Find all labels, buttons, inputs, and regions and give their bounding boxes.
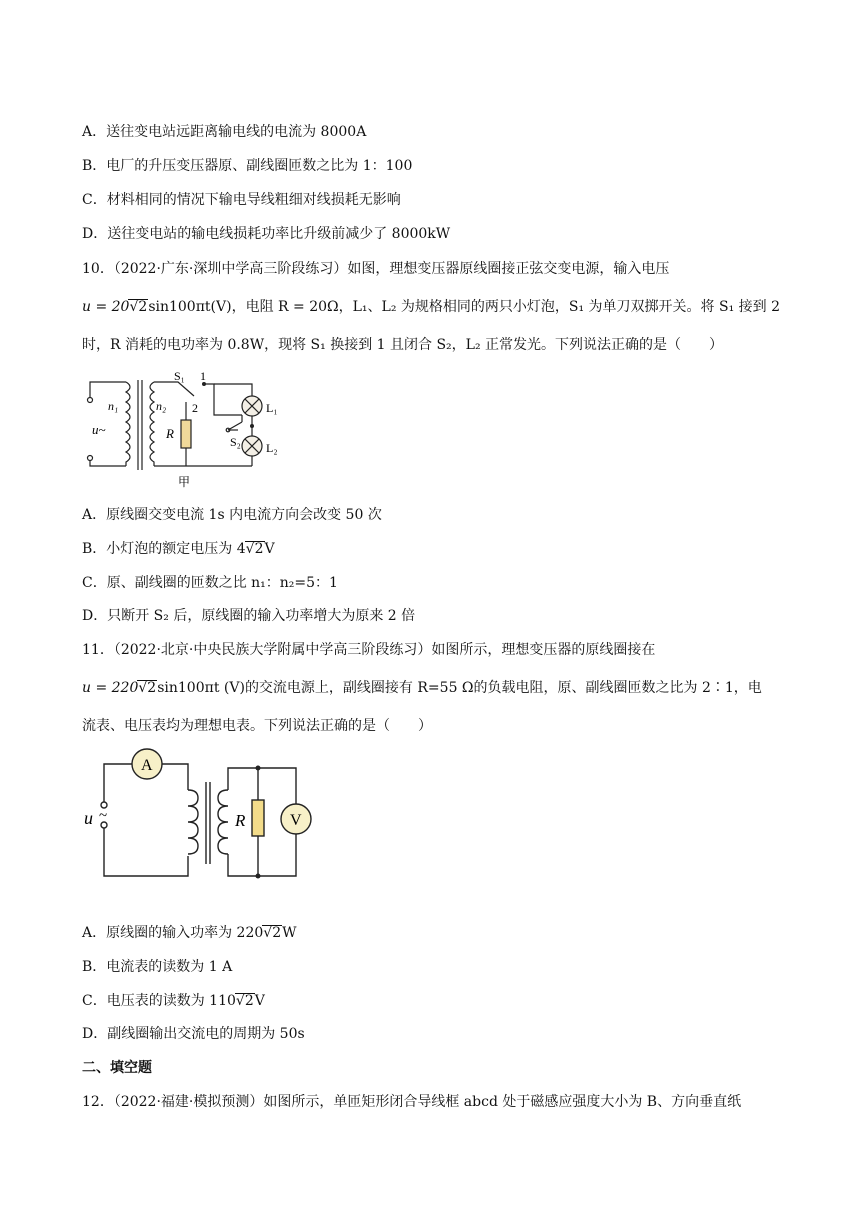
q10-fig-label-s2: S₂ <box>230 435 241 449</box>
q11-option-c: C．电压表的读数为 110√2V <box>82 993 265 1009</box>
q11-fig-label-tilde: ~ <box>99 808 108 824</box>
q11-formula-sqrt: √2 <box>138 680 157 696</box>
q10-circuit-figure <box>82 370 302 492</box>
q10-fig-label-n2: n₂ <box>156 399 167 413</box>
q10-formula-sqrt: √2 <box>129 299 148 315</box>
q10-formula-u: u = 20 <box>82 299 130 315</box>
q10-fig-label-l1: L₁ <box>266 401 278 415</box>
q11-voltmeter-label: V <box>290 812 302 829</box>
q10-fig-label-l2: L₂ <box>266 441 278 455</box>
q10-stem-line2 <box>82 297 780 317</box>
q10-fig-label-n1: n₁ <box>108 399 119 413</box>
q11-option-b: B．电流表的读数为 1 A <box>82 959 233 975</box>
q9-option-c: C．材料相同的情况下输电导线粗细对线损耗无影响 <box>82 192 401 208</box>
q11-option-d: D．副线圈输出交流电的周期为 50s <box>82 1026 305 1042</box>
q10-option-d: D．只断开 S₂ 后，原线圈的输入功率增大为原来 2 倍 <box>82 608 416 624</box>
q10-option-b: B．小灯泡的额定电压为 4√2V <box>82 541 275 557</box>
q11-stem-line3: 流表、电压表均为理想电表。下列说法正确的是（ ） <box>82 718 432 734</box>
q11-formula-u: u = 220 <box>82 680 139 696</box>
q11-stem-line2 <box>82 678 762 698</box>
q10-formula-rest: sin100πt(V) <box>148 299 232 315</box>
q11-ammeter-label: A <box>141 757 153 774</box>
q10-fig-label-2: 2 <box>192 401 198 415</box>
q10-option-b-sqrt: √2 <box>245 541 264 557</box>
q9-option-d: D．送往变电站的输电线损耗功率比升级前减少了 8000kW <box>82 226 451 242</box>
q10-fig-label-r: R <box>166 426 174 441</box>
q11-fig-label-u: u <box>84 808 93 828</box>
q11-option-a: A．原线圈的输入功率为 220√2W <box>82 925 297 941</box>
q11-stem-line2-text: 的交流电源上，副线圈接有 R=55 Ω的负载电阻，原、副线圈匝数之比为 2∶1，电 <box>244 680 762 696</box>
q11-option-a-sqrt: √2 <box>263 925 282 941</box>
q9-option-a: A．送往变电站远距离输电线的电流为 8000A <box>82 124 367 140</box>
q10-fig-label-u: u~ <box>92 422 106 437</box>
q10-stem-line1: 10．（2022·广东·深圳中学高三阶段练习）如图，理想变压器原线圈接正弦交变电源，输入电压 <box>82 261 670 277</box>
q10-fig-caption: 甲 <box>178 475 191 489</box>
q12-stem-line1: 12．（2022·福建·模拟预测）如图所示，单匝矩形闭合导线框 abcd 处于磁感应强度大小为 B、方向垂直纸 <box>82 1094 742 1110</box>
q10-fig-label-1: 1 <box>200 370 206 383</box>
q11-fig-label-r: R <box>235 811 246 830</box>
q11-option-c-sqrt: √2 <box>235 993 254 1009</box>
q10-fig-label-s1: S₁ <box>174 370 185 383</box>
q11-stem-line1: 11．（2022·北京·中央民族大学附属中学高三阶段练习）如图所示，理想变压器的原线圈接在 <box>82 642 656 658</box>
section-heading-fill-in: 二、填空题 <box>82 1060 152 1076</box>
q10-stem-line3: 时，R 消耗的电功率为 0.8W，现将 S₁ 换接到 1 且闭合 S₂，L₂ 正常发光。下列说法正确的是（ ） <box>82 337 724 353</box>
q11-formula-rest: sin100πt (V) <box>157 680 245 696</box>
q11-circuit-figure <box>82 748 322 882</box>
q10-option-a: A．原线圈交变电流 1s 内电流方向会改变 50 次 <box>82 507 382 523</box>
q10-stem-line2-text: ，电阻 R = 20Ω，L₁、L₂ 为规格相同的两只小灯泡，S₁ 为单刀双掷开关。将 S₁ 接到 2 <box>231 299 781 315</box>
q10-option-c: C．原、副线圈的匝数之比 n₁：n₂=5：1 <box>82 575 338 591</box>
q9-option-b: B．电厂的升压变压器原、副线圈匝数之比为 1：100 <box>82 158 413 174</box>
